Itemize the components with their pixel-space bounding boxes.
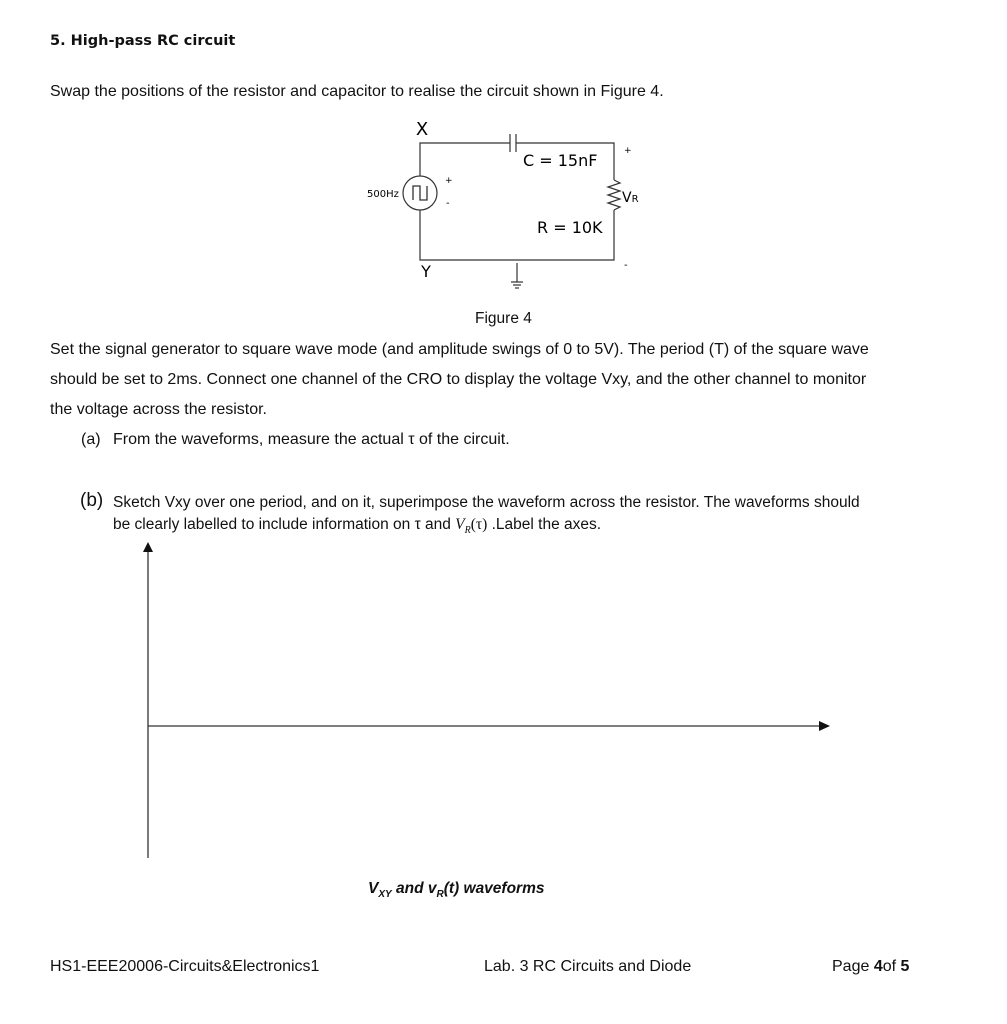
waveform-axes bbox=[0, 535, 1007, 865]
vr-label: VR bbox=[622, 190, 639, 206]
vr-minus: - bbox=[624, 260, 628, 271]
node-x-label: X bbox=[415, 119, 429, 140]
vr-plus: + bbox=[624, 146, 632, 156]
instruction-line-1: Set the signal generator to square wave mode (and amplitude swings of 0 to 5V). The period (T) of the square wave bbox=[50, 341, 869, 358]
x-axis-arrow-icon bbox=[819, 721, 830, 731]
section-heading: 5. High-pass RC circuit bbox=[50, 33, 236, 49]
resistor-label: R = 10K bbox=[537, 218, 603, 237]
y-axis-arrow-icon bbox=[143, 542, 153, 552]
source-frequency: 500Hz bbox=[367, 189, 399, 200]
part-a-marker: (a) bbox=[81, 431, 101, 448]
signal-source-icon bbox=[403, 176, 437, 210]
footer-page-number: Page 4of 5 bbox=[832, 958, 910, 975]
part-b-line-2: be clearly labelled to include information on τ and $V_R(\tau)$ .Label the axes. bbox=[113, 516, 602, 537]
instruction-line-2: should be set to 2ms. Connect one channel of the CRO to display the voltage Vxy, and the other channel to monitor bbox=[50, 371, 867, 388]
figure-caption: Figure 4 bbox=[475, 310, 532, 327]
footer-course: HS1-EEE20006-Circuits&Electronics1 bbox=[50, 958, 320, 975]
part-b-line-1: Sketch Vxy over one period, and on it, superimpose the waveform across the resistor. The waveforms should bbox=[113, 494, 860, 511]
node-y-label: Y bbox=[421, 262, 431, 281]
source-minus: - bbox=[446, 198, 450, 209]
instruction-line-3: the voltage across the resistor. bbox=[50, 401, 267, 418]
source-plus: + bbox=[445, 176, 453, 186]
circuit-diagram bbox=[0, 110, 1007, 310]
part-b-marker: (b) bbox=[80, 490, 104, 511]
intro-text: Swap the positions of the resistor and capacitor to realise the circuit shown in Figure 4. bbox=[50, 83, 664, 100]
footer-lab-title: Lab. 3 RC Circuits and Diode bbox=[484, 958, 692, 975]
part-a-text: From the waveforms, measure the actual τ of the circuit. bbox=[113, 431, 510, 448]
plot-caption: $V_{XY}$ and $v_R(t)$ waveforms bbox=[368, 880, 545, 901]
capacitor-label: C = 15nF bbox=[523, 151, 598, 170]
